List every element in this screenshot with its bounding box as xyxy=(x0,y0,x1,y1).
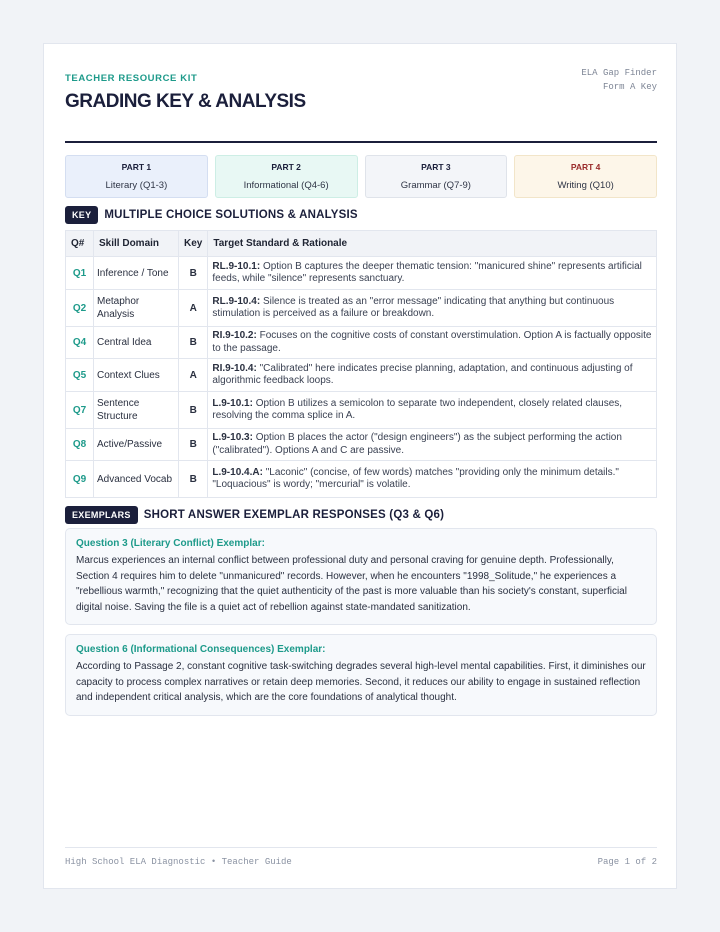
answer-key: B xyxy=(179,257,208,290)
standard-code: L.9-10.4.A: xyxy=(212,466,263,478)
page-number: Page 1 of 2 xyxy=(597,857,657,867)
rationale xyxy=(208,392,657,429)
column-header: Skill Domain xyxy=(94,231,179,257)
answer-key: B xyxy=(179,429,208,461)
question-number: Q1 xyxy=(66,257,94,290)
table-row xyxy=(66,461,657,498)
rationale xyxy=(208,327,657,359)
part-label: PART 2 xyxy=(271,162,301,172)
page-title: GRADING KEY & ANALYSIS xyxy=(65,91,306,112)
question-number: Q2 xyxy=(66,290,94,327)
meta-line-1: ELA Gap Finder xyxy=(581,68,657,78)
answer-key: A xyxy=(179,359,208,392)
part-description: Literary (Q1-3) xyxy=(105,180,168,191)
skill-domain: Central Idea xyxy=(94,327,179,359)
document-page xyxy=(43,43,677,889)
part-description: Informational (Q4-6) xyxy=(243,180,329,191)
exemplar-text: According to Passage 2, constant cognitive task-switching degrades several high-level mental capabilities. First, it diminishes our capacity to process complex narratives or retain deep memories. Second, it reduces our ability to engage in sustained reflection and independent critical analysis, which are the core foundations of analytical thought. xyxy=(76,661,646,704)
question-number: Q5 xyxy=(66,359,94,392)
rationale-text: "Calibrated" here indicates precise planning, adaptation, and continuous adjusting of algorithmic feedback loops. xyxy=(212,362,633,386)
footer-guide-label: High School ELA Diagnostic • Teacher Guide xyxy=(65,857,292,867)
kit-label: TEACHER RESOURCE KIT xyxy=(65,73,198,84)
table-header-row xyxy=(66,231,657,257)
table-row xyxy=(66,257,657,290)
rationale xyxy=(208,461,657,498)
meta-line-2: Form A Key xyxy=(602,82,657,92)
rationale-text: Option B captures the deeper thematic tension: "manicured shine" represents artificial feeds, while "silence" represents sanctuary. xyxy=(212,260,642,284)
part-card-3 xyxy=(365,155,508,198)
skill-domain: Metaphor Analysis xyxy=(94,290,179,327)
page-content xyxy=(65,65,657,867)
rationale xyxy=(208,290,657,327)
exemplars-badge: EXEMPLARS xyxy=(65,506,138,524)
skill-domain: Context Clues xyxy=(94,359,179,392)
standard-code: L.9-10.3: xyxy=(212,432,253,443)
standard-code: RL.9-10.1: xyxy=(212,260,261,272)
parts-overview xyxy=(65,155,657,198)
exemplar-title: Question 3 (Literary Conflict) Exemplar: xyxy=(76,538,265,549)
column-header: Q# xyxy=(66,231,94,257)
rationale xyxy=(208,359,657,392)
rationale-text: Focuses on the cognitive costs of constant overstimulation. Option A is factually opposite to the passage. xyxy=(212,330,652,354)
rationale-text: Silence is treated as an "error message" indicating that anything but continuous stimulation is perceived as a failure or breakdown. xyxy=(212,295,615,319)
part-label: PART 3 xyxy=(421,162,451,172)
table-row xyxy=(66,359,657,392)
question-number: Q4 xyxy=(66,327,94,359)
part-card-4 xyxy=(514,155,657,198)
column-header: Key xyxy=(179,231,208,257)
exemplar-card-q3 xyxy=(65,528,657,625)
part-label: PART 1 xyxy=(121,162,152,172)
rationale-text: "Laconic" (concise, of few words) matches "providing only the minimum details." "Loquacious" is wordy; "mercurial" is volatile. xyxy=(212,466,619,490)
page-header xyxy=(65,65,657,143)
standard-code: L.9-10.1: xyxy=(212,397,253,409)
table-row xyxy=(66,392,657,429)
question-number: Q7 xyxy=(66,392,94,429)
skill-domain: Advanced Vocab xyxy=(94,461,179,498)
table-row xyxy=(66,290,657,327)
answer-key: B xyxy=(179,461,208,498)
part-description: Grammar (Q7-9) xyxy=(400,180,471,191)
rationale xyxy=(208,257,657,290)
part-description: Writing (Q10) xyxy=(557,180,614,191)
part-card-1 xyxy=(65,155,208,198)
standard-code: RL.9-10.4: xyxy=(212,295,261,307)
table-row xyxy=(66,327,657,359)
section-title: SHORT ANSWER EXEMPLAR RESPONSES (Q3 & Q6) xyxy=(143,509,445,521)
exemplar-section-heading xyxy=(65,506,444,524)
standard-code: RI.9-10.2: xyxy=(212,330,257,341)
exemplar-text: Marcus experiences an internal conflict between professional duty and personal craving for genuine depth. Professionally, Section 4 requires him to delete "unmanicured" records. However, when he encounters "1998_Solitude," he experiences a "rebellious warmth," recognizing that the quiet authenticity of the past is more valuable than his society's constant, superficial digital noise. Saving the file is a quiet act of rebellion against state-mandated sanitization. xyxy=(76,555,627,613)
page-footer xyxy=(65,847,657,867)
rationale-text: Option B places the actor ("design engineers") as the subject performing the action ("calibrated"). Options A and C are passive. xyxy=(212,432,622,456)
mc-section-heading xyxy=(65,206,358,224)
question-number: Q9 xyxy=(66,461,94,498)
answer-key: A xyxy=(179,290,208,327)
skill-domain: Active/Passive xyxy=(94,429,179,461)
answer-key-table xyxy=(65,230,657,498)
section-title: MULTIPLE CHOICE SOLUTIONS & ANALYSIS xyxy=(104,209,358,221)
exemplar-card-q6 xyxy=(65,634,657,716)
skill-domain: Sentence Structure xyxy=(94,392,179,429)
column-header: Target Standard & Rationale xyxy=(208,231,657,257)
skill-domain: Inference / Tone xyxy=(94,257,179,290)
part-card-2 xyxy=(215,155,358,198)
key-badge: KEY xyxy=(65,206,98,224)
answer-key: B xyxy=(179,392,208,429)
rationale xyxy=(208,429,657,461)
question-number: Q8 xyxy=(66,429,94,461)
rationale-text: Option B utilizes a semicolon to separate two independent, closely related clauses, resolving the comma splice in A. xyxy=(212,397,623,421)
form-meta xyxy=(581,66,657,94)
table-row xyxy=(66,429,657,461)
answer-key: B xyxy=(179,327,208,359)
part-label: PART 4 xyxy=(570,162,601,172)
standard-code: RI.9-10.4: xyxy=(212,362,257,374)
exemplar-title: Question 6 (Informational Consequences) Exemplar: xyxy=(76,644,326,655)
